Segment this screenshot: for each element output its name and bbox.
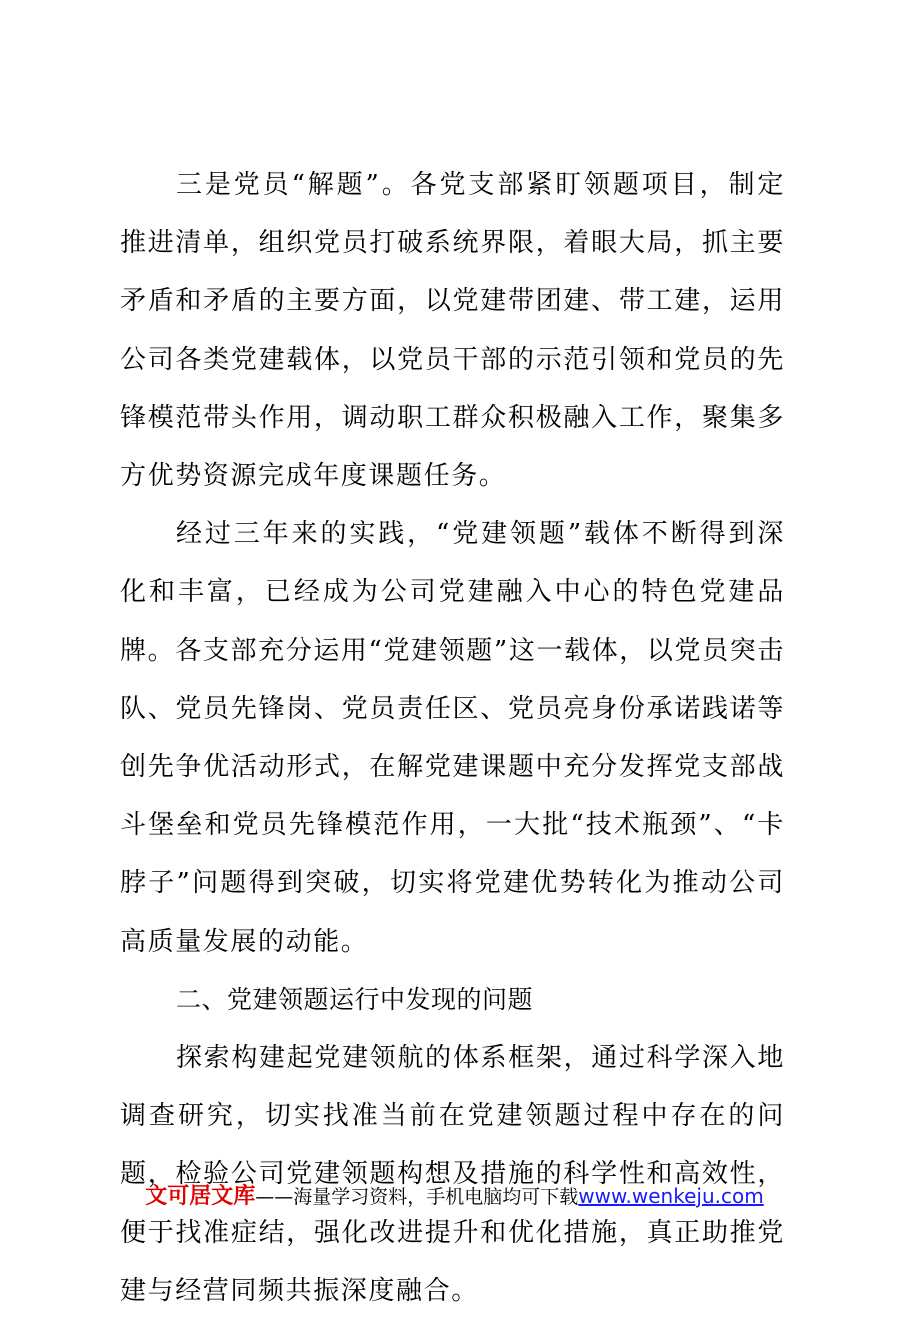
footer-site-link[interactable]: www.wenkeju.com: [578, 1184, 764, 1208]
paragraph-explore-framework: 探索构建起党建领航的体系框架，通过科学深入地调查研究，切实找准当前在党建领题过程中存在的问题，检验公司党建领题构想及措施的科学性和高效性，便于找准症结，强化改进提升和优化措施，真正助推党建与经营同频共振深度融合。: [120, 1043, 785, 1306]
paragraph-three-years-practice: 经过三年来的实践，“党建领题”载体不断得到深化和丰富，已经成为公司党建融入中心的特色党建品牌。各支部充分运用“党建领题”这一载体，以党员突击队、党员先锋岗、党员责任区、党员亮身份承诺践诺等创先争优活动形式，在解党建课题中充分发挥党支部战斗堡垒和党员先锋模范作用，一大批“技术瓶颈”、“卡脖子”问题得到突破，切实将党建优势转化为推动公司高质量发展的动能。: [120, 519, 785, 957]
footer-tagline: ——海量学习资料，手机电脑均可下载: [255, 1186, 579, 1208]
paragraph-party-members-solve-problems: 三是党员“解题”。各党支部紧盯领题项目，制定推进清单，组织党员打破系统界限，着眼大局，抓主要矛盾和矛盾的主要方面，以党建带团建、带工建，运用公司各类党建载体，以党员干部的示范引领和党员的先锋模范带头作用，调动职工群众积极融入工作，聚集多方优势资源完成年度课题任务。: [120, 170, 785, 492]
section-heading-problems: 二、党建领题运行中发现的问题: [176, 984, 534, 1014]
document-body: [120, 156, 785, 1320]
footer-banner: [0, 1180, 909, 1213]
footer-brand: 文可居文库: [145, 1184, 256, 1209]
